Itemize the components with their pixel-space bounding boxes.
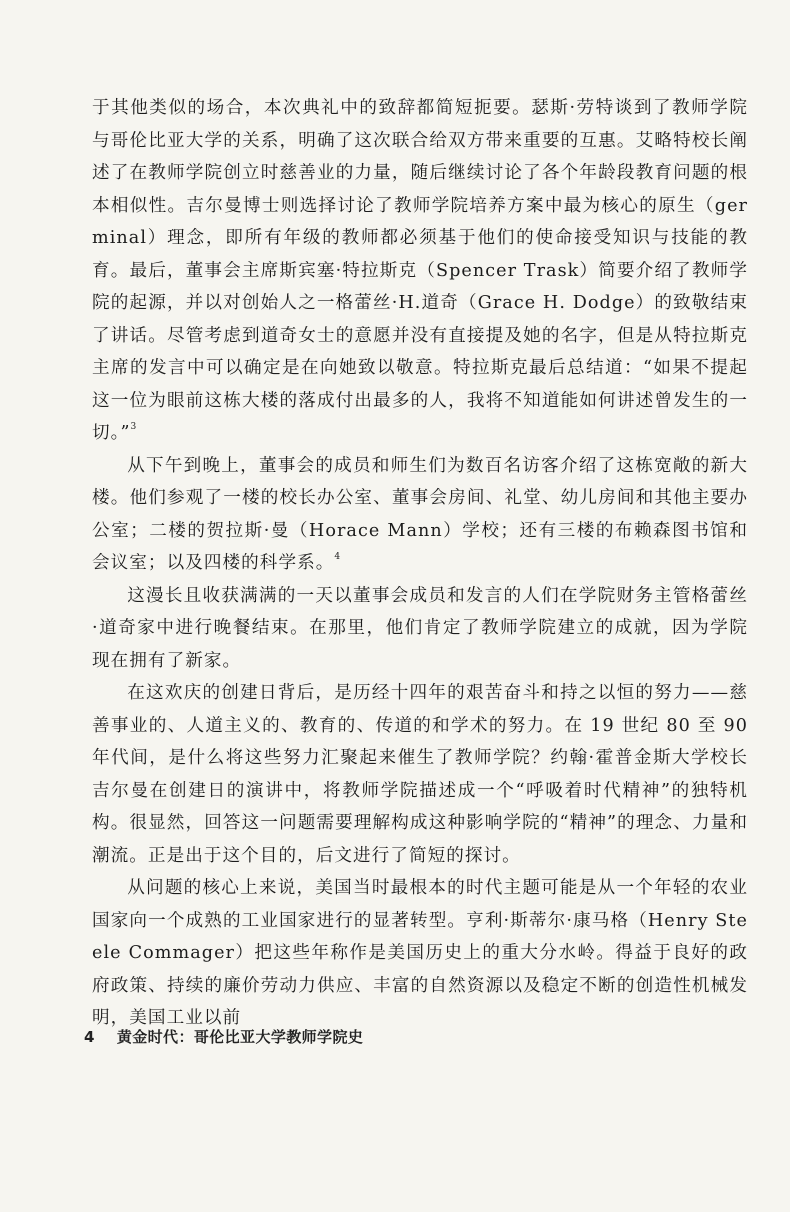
page-footer <box>84 1026 363 1047</box>
paragraph-4 <box>92 677 748 872</box>
running-title: 黄金时代：哥伦比亚大学教师学院史 <box>116 1028 364 1046</box>
paragraph-1 <box>92 92 748 450</box>
page-number: 4 <box>84 1028 95 1046</box>
paragraph-5-text: 从问题的核心上来说，美国当时最根本的时代主题可能是从一个年轻的农业国家向一个成熟的工业国家进行的显著转型。亨利·斯蒂尔·康马格（Henry Steele Commager）把这些年称作是美国历史上的重大分水岭。得益于良好的政府政策、持续的廉价劳动力供应、丰富的自然资源以及稳定不断的创造性机械发明，美国工业以前 <box>92 878 748 1028</box>
footnote-marker-3: 3 <box>130 422 138 433</box>
paragraph-3-text: 这漫长且收获满满的一天以董事会成员和发言的人们在学院财务主管格蕾丝·道奇家中进行晚餐结束。在那里，他们肯定了教师学院建立的成就，因为学院现在拥有了新家。 <box>92 585 748 671</box>
paragraph-1-text: 于其他类似的场合，本次典礼中的致辞都简短扼要。瑟斯·劳特谈到了教师学院与哥伦比亚大学的关系，明确了这次联合给双方带来重要的互惠。艾略特校长阐述了在教师学院创立时慈善业的力量，随后继续讨论了各个年龄段教育问题的根本相似性。吉尔曼博士则选择讨论了教师学院培养方案中最为核心的原生（germinal）理念，即所有年级的教师都必须基于他们的使命接受知识与技能的教育。最后，董事会主席斯宾塞·特拉斯克（Spencer Trask）简要介绍了教师学院的起源，并以对创始人之一格蕾丝·H.道奇（Grace H. Dodge）的致敬结束了讲话。尽管考虑到道奇女士的意愿并没有直接提及她的名字，但是从特拉斯克主席的发言中可以确定是在向她致以敬意。特拉斯克最后总结道：“如果不提起这一位为眼前这栋大楼的落成付出最多的人，我将不知道能如何讲述曾发生的一切。” <box>92 98 748 443</box>
paragraph-2 <box>92 450 748 580</box>
paragraph-2-text: 从下午到晚上，董事会的成员和师生们为数百名访客介绍了这栋宽敞的新大楼。他们参观了一楼的校长办公室、董事会房间、礼堂、幼儿房间和其他主要办公室；二楼的贺拉斯·曼（Horace Mann）学校；还有三楼的布赖森图书馆和会议室；以及四楼的科学系。 <box>92 455 748 573</box>
footnote-marker-4: 4 <box>334 552 342 563</box>
paragraph-3 <box>92 580 748 678</box>
paragraph-5 <box>92 872 748 1035</box>
paragraph-4-text: 在这欢庆的创建日背后，是历经十四年的艰苦奋斗和持之以恒的努力——慈善事业的、人道主义的、教育的、传道的和学术的努力。在 19 世纪 80 至 90 年代间，是什么将这些努力汇聚起来催生了教师学院？约翰·霍普金斯大学校长吉尔曼在创建日的演讲中，将教师学院描述成一个“呼吸着时代精神”的独特机构。很显然，回答这一问题需要理解构成这种影响学院的“精神”的理念、力量和潮流。正是出于这个目的，后文进行了简短的探讨。 <box>92 683 748 866</box>
